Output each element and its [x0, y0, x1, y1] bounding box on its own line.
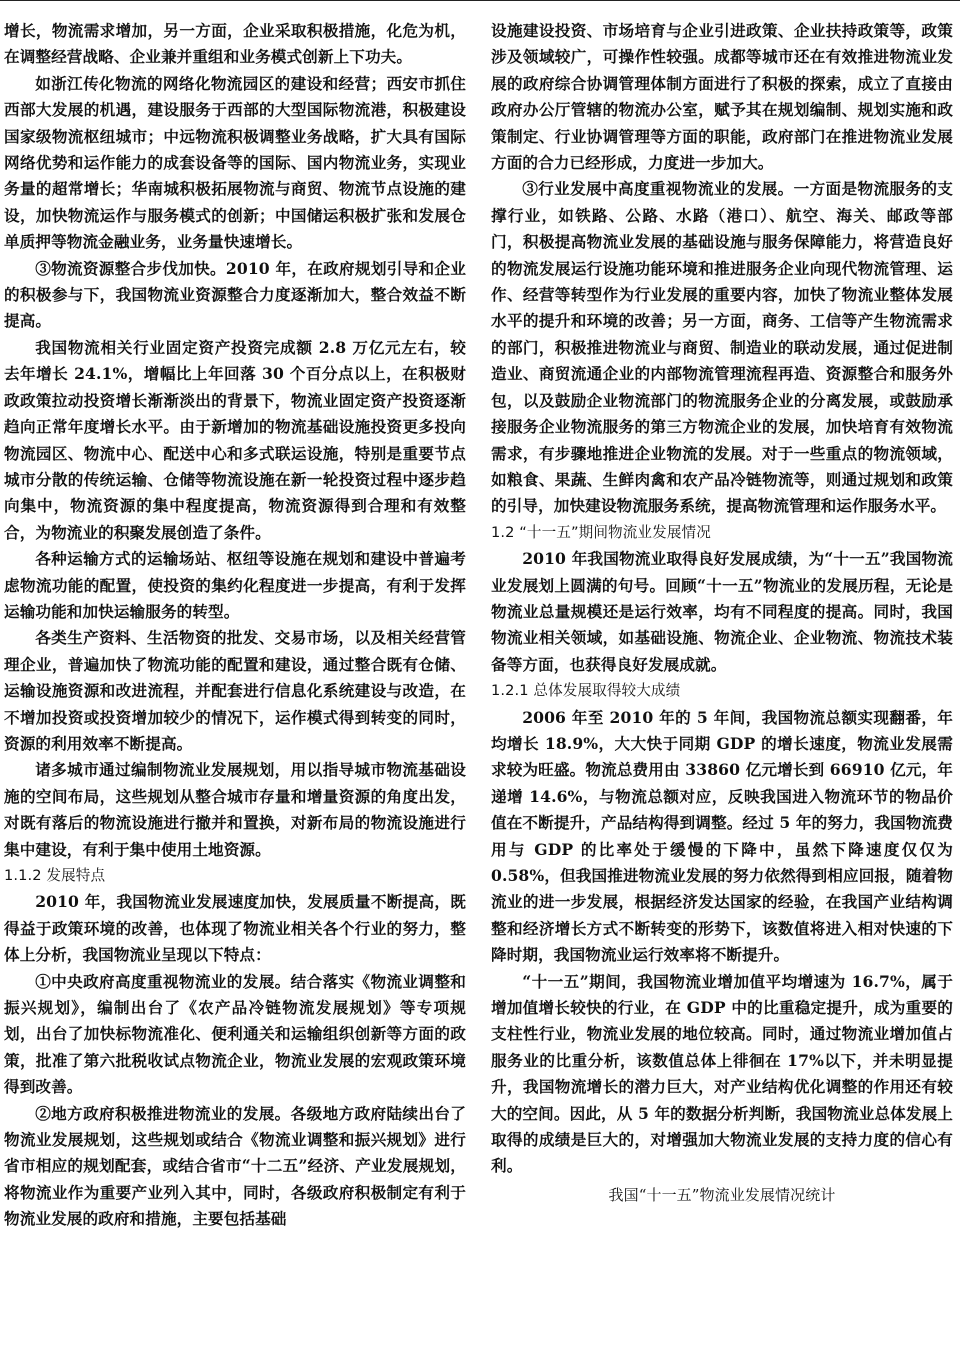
left-paragraph: 2010 年，我国物流业发展速度加快，发展质量不断提高，既得益于政策环境的改善，也体现了物流业相关各个行业的努力，整体上分析，我国物流业呈现以下特点：	[4, 892, 466, 965]
right-table-caption: 我国“十一五”物流业发展情况统计	[608, 1185, 836, 1204]
header-rule	[0, 0, 960, 1]
right-section-heading: 1.2.1 总体发展取得较大成绩	[491, 682, 681, 700]
left-column	[4, 18, 466, 1233]
right-column	[491, 18, 953, 1208]
left-paragraph: ③物流资源整合步伐加快。2010 年，在政府规划引导和企业的积极参与下，我国物流业资源整合力度逐渐加大，整合效益不断提高。	[4, 258, 466, 331]
right-section-heading: 1.2 “十一五”期间物流业发展情况	[491, 523, 711, 541]
right-paragraph: “十一五”期间，我国物流业增加值平均增速为 16.7%，属于增加值增长较快的行业，在 GDP 中的比重稳定提升，成为重要的支柱性行业，物流业发展的地位较高。同时，通过物流业增加值占服务业的比重分析，该数值总体上徘徊在 17%以下，并未明显提升，我国物流增长的潜力巨大，对产业结构优化调整的作用还有较大的空间。因此，从 5 年的数据分析判断，我国物流业总体发展上取得的成绩是巨大的，对增强加大物流业发展的支持力度的信心有利。	[491, 971, 953, 1176]
right-paragraph: 2010 年我国物流业取得良好发展成绩，为“十一五”我国物流业发展划上圆满的句号。回顾“十一五”物流业的发展历程，无论是物流业总量规模还是运行效率，均有不同程度的提高。同时，我国物流业相关领域，如基础设施、物流企业、企业物流、物流技术装备等方面，也获得良好发展成就。	[491, 549, 953, 674]
right-paragraph: 2006 年至 2010 年的 5 年间，我国物流总额实现翻番，年均增长 18.9%，大大快于同期 GDP 的增长速度，物流业发展需求较为旺盛。物流总费用由 33860 亿元增长到 66910 亿元，年递增 14.6%，与物流总额对应，反映我国进入物流环节的物品价值在不断提升，产品结构得到调整。经过 5 年的努力，我国物流费用与 GDP 的比率处于缓慢的下降中，虽然下降速度仅仅为 0.58%，但我国推进物流业发展的努力依然得到相应回报，随着物流业的进一步发展，根据经济发达国家的经验，在我国产业结构调整和经济增长方式不断转变的形势下，该数值将进入相对快速的下降时期，我国物流业运行效率将不断提升。	[491, 707, 953, 965]
left-section-heading: 1.1.2 发展特点	[4, 867, 106, 884]
left-paragraph: ②地方政府积极推进物流业的发展。各级地方政府陆续出台了物流业发展规划，这些规划或结合《物流业调整和振兴规划》进行省市相应的规划配套，或结合省市“十二五”经济、产业发展规划，将物流业作为重要产业列入其中，同时，各级政府积极制定有利于物流业发展的政府和措施，主要包括基础	[4, 1103, 466, 1229]
left-paragraph: 我国物流相关行业固定资产投资完成额 2.8 万亿元左右，较去年增长 24.1%，增幅比上年回落 30 个百分点以上，在积极财政政策拉动投资增长渐渐淡出的背景下，物流业固定资产投资逐渐趋向正常年度增长水平。由于新增加的物流基础设施投资更多投向物流园区、物流中心、配送中心和多式联运设施，特别是重要节点城市分散的传统运输、仓储等物流设施在新一轮投资过程中逐步趋向集中，物流资源的集中程度提高，物流资源得到合理和有效整合，为物流业的积聚发展创造了条件。	[4, 337, 466, 542]
left-paragraph: 各种运输方式的运输场站、枢纽等设施在规划和建设中普遍考虑物流功能的配置，使投资的集约化程度进一步提高，有利于发挥运输功能和加快运输服务的转型。	[4, 549, 466, 621]
left-paragraph: 增长，物流需求增加，另一方面，企业采取积极措施，化危为机，在调整经营战略、企业兼并重组和业务模式创新上下功夫。	[4, 21, 466, 67]
left-paragraph: ①中央政府高度重视物流业的发展。结合落实《物流业调整和振兴规划》，编制出台了《农产品冷链物流发展规划》等专项规划，出台了加快标物流准化、便利通关和运输组织创新等方面的政策，批准了第六批税收试点物流企业，物流业发展的宏观政策环境得到改善。	[4, 971, 466, 1097]
left-paragraph: 诸多城市通过编制物流业发展规划，用以指导城市物流基础设施的空间布局，这些规划从整合城市存量和增量资源的角度出发，对既有落后的物流设施进行撤并和置换，对新布局的物流设施进行集中建设，有利于集中使用土地资源。	[4, 760, 466, 859]
right-paragraph: 设施建设投资、市场培育与企业引进政策、企业扶持政策等，政策涉及领域较广，可操作性较强。成都等城市还在有效推进物流业发展的政府综合协调管理体制方面进行了积极的探索，成立了直接由政府办公厅管辖的物流办公室，赋予其在规划编制、规划实施和政策制定、行业协调管理等方面的职能，政府部门在推进物流业发展方面的合力已经形成，力度进一步加大。	[491, 21, 953, 173]
left-paragraph: 如浙江传化物流的网络化物流园区的建设和经营；西安市抓住西部大发展的机遇，建设服务于西部的大型国际物流港，积极建设国家级物流枢纽城市；中远物流积极调整业务战略，扩大具有国际网络优势和运作能力的成套设备等的国际、国内物流业务，实现业务量的超常增长；华南城积极拓展物流与商贸、物流节点设施的建设，加快物流运作与服务模式的创新；中国储运积极扩张和发展仓单质押等物流金融业务，业务量快速增长。	[4, 73, 466, 252]
right-paragraph: ③行业发展中高度重视物流业的发展。一方面是物流服务的支撑行业，如铁路、公路、水路（港口）、航空、海关、邮政等部门，积极提高物流业发展的基础设施与服务保障能力，将营造良好的物流发展运行设施功能环境和推进服务企业向现代物流管理、运作、经营等转型作为行业发展的重要内容，加快了物流业整体发展水平的提升和环境的改善；另一方面，商务、工信等产生物流需求的部门，积极推进物流业与商贸、制造业的联动发展，通过促进制造业、商贸流通企业的内部物流管理流程再造、资源整合和服务外包，以及鼓励企业物流部门的物流服务企业的分离发展，或鼓励承接服务企业物流服务的第三方物流企业的发展，加快培育有效物流需求，有步骤地推进企业物流的发展。对于一些重点的物流领域，如粮食、果蔬、生鲜肉禽和农产品冷链物流等，则通过规划和政策的引导，加快建设物流服务系统，提高物流管理和运作服务水平。	[491, 179, 953, 516]
left-paragraph: 各类生产资料、生活物资的批发、交易市场，以及相关经营管理企业，普遍加快了物流功能的配置和建设，通过整合既有仓储、运输设施资源和改进流程，并配套进行信息化系统建设与改造，在不增加投资或投资增加较少的情况下，运作模式得到转变的同时，资源的利用效率不断提高。	[4, 628, 466, 753]
